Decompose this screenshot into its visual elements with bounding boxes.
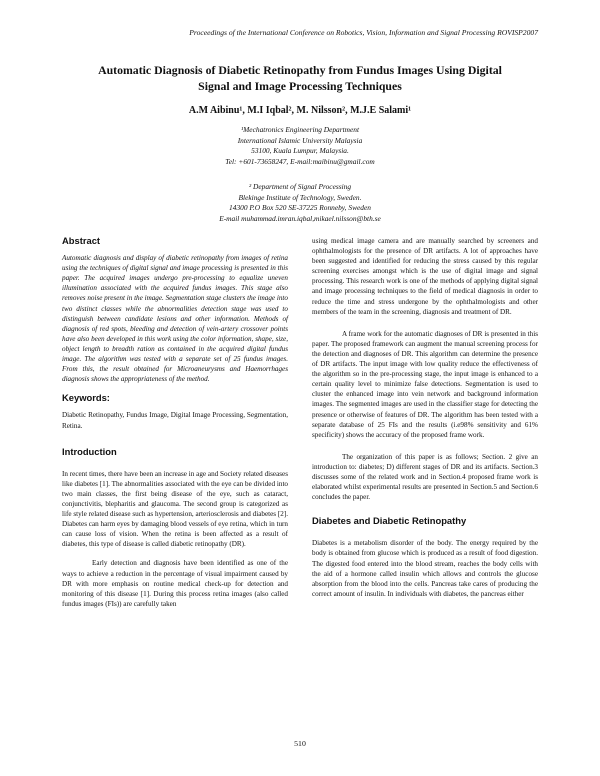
affiliation-1-city: 53100, Kuala Lumpur, Malaysia. <box>251 146 349 156</box>
abstract-heading: Abstract <box>62 235 101 246</box>
keywords-text: Diabetic Retinopathy, Fundus Image, Digital Image Processing, Segmentation, Retina. <box>62 411 288 430</box>
right-paragraph-3: The organization of this paper is as follows; Section. 2 give an introduction to: diabetes; D) different stages of DR and its artifacts. Section.3 discusses some of the related work and in Section.4 proposed frame work is elaborated whilst experimental results are presented in Section.5 and Section.6 concludes the paper. <box>312 452 538 502</box>
diabetes-heading: Diabetes and Diabetic Retinopathy <box>312 515 467 527</box>
affiliation-2-inst: Blekinge Institute of Technology, Sweden. <box>238 192 362 202</box>
left-column <box>62 236 288 618</box>
diabetes-paragraph-1: Diabetes is a metabolism disorder of the body. The energy required by the body is obtained from glucose which is produced as a result of food digestion. The digested food entered into the blood stream, reaches the body cells with the aid of a hormone called insulin which allows and controls the glucose absorption from the blood into the cells. Pancreas take cares of producing the correct amount of insulin. In individuals with diabetes, the pancreas either <box>312 539 538 598</box>
paper-title <box>62 62 538 94</box>
introduction-heading: Introduction <box>62 445 117 457</box>
affiliation-1-dept: ¹Mechatronics Engineering Department <box>240 125 360 134</box>
proceedings-header: Proceedings of the International Conference on Robotics, Vision, Information and Signal Processing ROVISP2007 <box>189 28 538 37</box>
right-paragraph-2: A frame work for the automatic diagnoses of DR is presented in this paper. The proposed framework can augment the manual screening process for the detection and diagnoses of DR. This algorithm can determine the presence of DR artifacts. The input image with low quality reduce the effectiveness of the algorithm so in the pre-processing stage, the input image is enhanced to a certain quality level to minimize false detections. Segmentation is used to cluster the enhanced image into vein network and background information images. The segmented images are used in the classifier stage for detecting the presence or otherwise of features of DR. The algorithm has been tested with a separate database of 25 FIs and the results (i.e98% sensitivity and 61% specificity) shows the accuracy of the proposed frame work. <box>312 329 538 439</box>
affiliation-2-dept: ² Department of Signal Processing <box>248 182 352 191</box>
right-paragraph-1: using medical image camera and are manually searched by screeners and ophthalmologists for the presence of DR artifacts. A lot of approaches have been suggested and identified for reducing the stress caused by this regular screening exercises amongst which is the use of digital image and signal processing. This research work is one of the methods of applying digital signal and image processing techniques to the field of medical diagnosis in order to reduce the time and stress undergone by the ophthalmologists and other members of the team in the screening, diagnosis and treatment of DR. <box>312 237 538 316</box>
authors: A.M Aibinu¹, M.I Iqbal², M. Nilsson², M.J.E Salami¹ <box>188 105 412 116</box>
affiliation-2-email: E-mail muhammad.imran.iqbal,mikael.nilsson@bth.se <box>219 213 381 223</box>
right-column <box>312 236 538 608</box>
affiliation-1-univ: International Islamic University Malaysia <box>237 135 363 145</box>
abstract-text: Automatic diagnosis and display of diabetic retinopathy from images of retina using the techniques of digital signal and image processing is presented in this paper. The acquired images undergo pre-processing to equalize uneven illumination associated with the acquired fundus images. This stage also removes noise present in the image. Segmentation stage clusters the image into two distinct classes while the abnormalities detection stage was used to distinguish between candidate lesions and other information. Methods of diagnosis of red spots, bleeding and detection of vein-artery crossover points have also been developed in this work using the color information, shape, size, object length to breadth ration as contained in the acquired digital fundus image. The algorithm was tested with a separate set of 25 fundus images. From this, the result obtained for Microaneurysms and Haemorrhages diagnosis shows the appropriateness of the method. <box>62 254 288 384</box>
introduction-paragraph-1: In recent times, there have been an increase in age and Society related diseases like diabetes [1]. The abnormalities associated with the eye can be divided into two main classes, the first being disease of the eye, such as cataract, conjunctivitis, blepharitis and glaucoma. The second group is categorized as life style related disease such as hypertension, arteriosclerosis and diabetes [2]. Diabetes can harm eyes by damaging blood vessels of eye retina, which in turn can cause loss of vision. When the retina is been affected as a result of diabetes, this type of disease is called diabetic retinopathy (DR). <box>62 469 288 549</box>
affiliation-2 <box>62 182 538 224</box>
affiliation-2-address: 14300 P.O Box 520 SE-37225 Ronneby, Sweden <box>229 203 371 213</box>
title-line-2: Signal and Image Processing Techniques <box>198 79 402 93</box>
title-line-1: Automatic Diagnosis of Diabetic Retinopathy from Fundus Images Using Digital <box>98 63 502 77</box>
keywords-heading: Keywords: <box>62 392 110 404</box>
page-number: 510 <box>294 739 306 748</box>
affiliation-1 <box>62 125 538 167</box>
affiliation-1-contact: Tel: +601-73658247, E-mail:maibinu@gmail.com <box>225 156 375 166</box>
introduction-paragraph-2: Early detection and diagnosis have been identified as one of the ways to achieve a reduction in the percentage of visual impairment caused by DR with more emphasis on routine medical check-up for detection and monitoring of this disease [1]. During this process retina images (also called fundus images (FIs)) are carefully taken <box>62 559 288 608</box>
